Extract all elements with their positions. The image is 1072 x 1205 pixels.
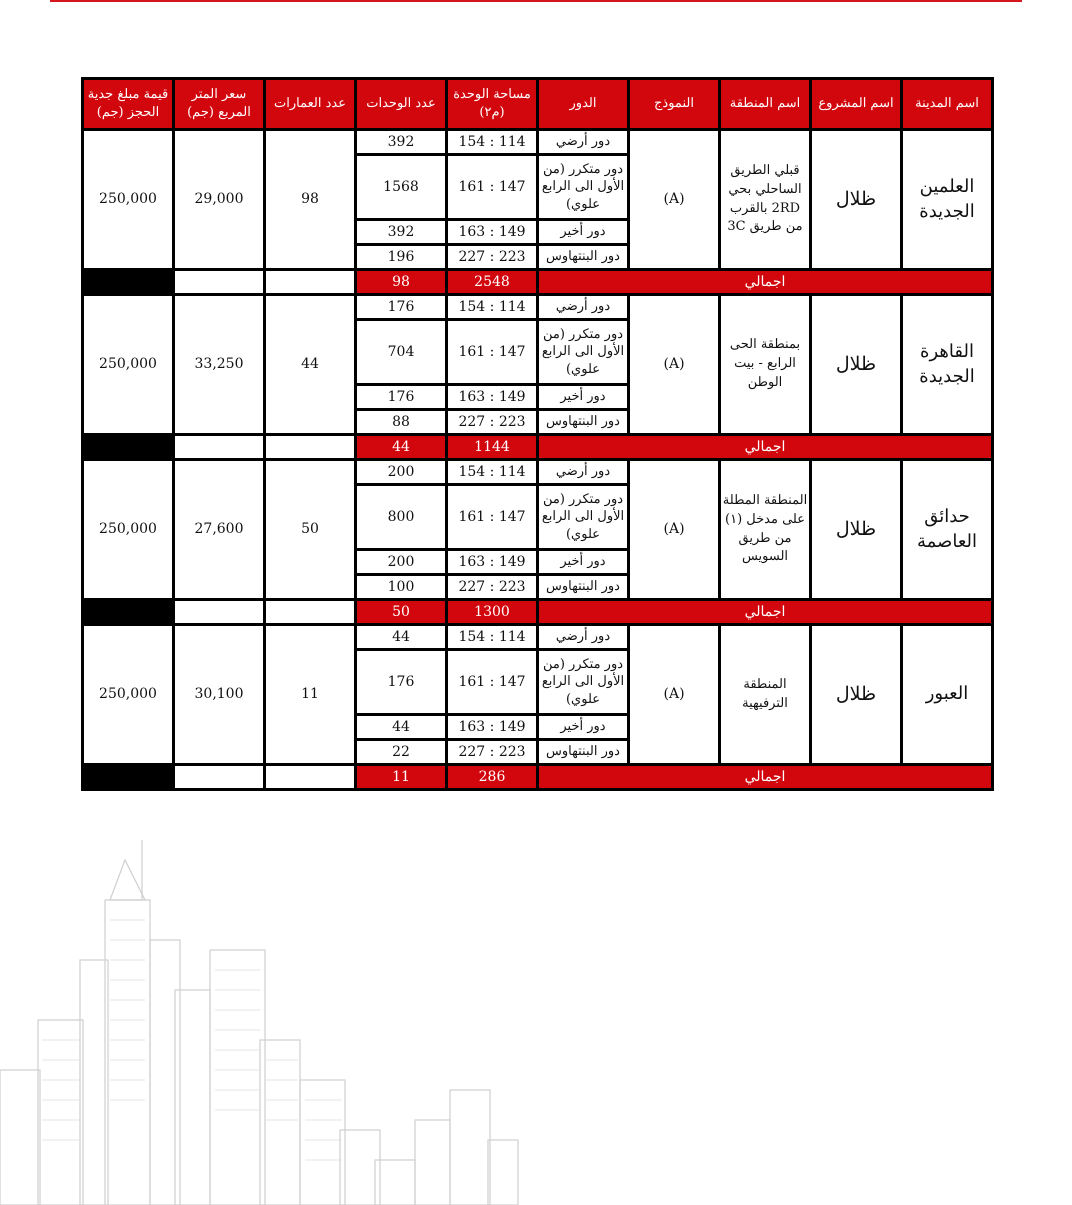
model: (A) — [630, 461, 718, 598]
total-label: اجمالي — [539, 601, 991, 623]
buildings-count: 11 — [266, 626, 354, 763]
unit-area: 223 : 227 — [448, 246, 536, 268]
total-buildings: 98 — [357, 271, 445, 293]
booking-amount: 250,000 — [84, 131, 172, 268]
total-blank-cell — [266, 436, 354, 458]
buildings-count: 50 — [266, 461, 354, 598]
floor: دور متكرر (من الأول الى الرابع علوي) — [539, 486, 627, 548]
floor: دور أرضي — [539, 296, 627, 318]
city-skyline-sketch-icon — [0, 840, 520, 1205]
unit-area: 114 : 154 — [448, 296, 536, 318]
total-blank-cell — [266, 766, 354, 788]
total-buildings: 11 — [357, 766, 445, 788]
units-count: 100 — [357, 576, 445, 598]
units-count: 44 — [357, 626, 445, 648]
total-blank-cell — [175, 271, 263, 293]
area-name: بمنطقة الحى الرابع - بيت الوطن — [721, 296, 809, 433]
unit-area: 147 : 161 — [448, 156, 536, 218]
area-name: قبلي الطريق الساحلي بحي 2RD بالقرب من طريق 3C — [721, 131, 809, 268]
total-row — [84, 601, 991, 623]
floor: دور أرضي — [539, 461, 627, 483]
unit-area: 149 : 163 — [448, 386, 536, 408]
units-count: 704 — [357, 321, 445, 383]
units-count: 800 — [357, 486, 445, 548]
price-per-meter: 33,250 — [175, 296, 263, 433]
city-name: حدائق العاصمة — [903, 461, 991, 598]
project-name: ظلال — [812, 131, 900, 268]
total-units: 286 — [448, 766, 536, 788]
floor: دور أخير — [539, 551, 627, 573]
buildings-count: 98 — [266, 131, 354, 268]
units-count: 22 — [357, 741, 445, 763]
units-count: 392 — [357, 221, 445, 243]
units-count: 200 — [357, 551, 445, 573]
units-count: 176 — [357, 651, 445, 713]
units-count: 176 — [357, 386, 445, 408]
unit-area: 147 : 161 — [448, 651, 536, 713]
floor: دور أخير — [539, 716, 627, 738]
city-group — [84, 296, 991, 458]
project-name: ظلال — [812, 461, 900, 598]
total-buildings: 50 — [357, 601, 445, 623]
city-group — [84, 461, 991, 623]
units-count: 176 — [357, 296, 445, 318]
floor: دور أخير — [539, 221, 627, 243]
unit-area: 149 : 163 — [448, 551, 536, 573]
header-model: النموذج — [630, 80, 718, 128]
city-name: القاهرة الجديدة — [903, 296, 991, 433]
area-name: المنطقة المطلة على مدخل (١) من طريق السويس — [721, 461, 809, 598]
floor: دور البنتهاوس — [539, 576, 627, 598]
total-label: اجمالي — [539, 436, 991, 458]
unit-area: 223 : 227 — [448, 411, 536, 433]
floor: دور أرضي — [539, 626, 627, 648]
total-blank-cell — [266, 601, 354, 623]
header-unit-area: مساحة الوحدة (م٢) — [448, 80, 536, 128]
total-blank-cell — [175, 601, 263, 623]
table-row — [84, 296, 991, 318]
city-name: العبور — [903, 626, 991, 763]
total-label: اجمالي — [539, 271, 991, 293]
floor: دور البنتهاوس — [539, 411, 627, 433]
unit-area: 147 : 161 — [448, 321, 536, 383]
total-row — [84, 766, 991, 788]
booking-amount: 250,000 — [84, 296, 172, 433]
floor: دور متكرر (من الأول الى الرابع علوي) — [539, 321, 627, 383]
model: (A) — [630, 131, 718, 268]
units-count: 44 — [357, 716, 445, 738]
model: (A) — [630, 626, 718, 763]
total-units: 1144 — [448, 436, 536, 458]
units-count: 200 — [357, 461, 445, 483]
units-count: 88 — [357, 411, 445, 433]
buildings-count: 44 — [266, 296, 354, 433]
total-units: 2548 — [448, 271, 536, 293]
booking-amount: 250,000 — [84, 461, 172, 598]
units-count: 196 — [357, 246, 445, 268]
table-header-row — [84, 80, 991, 128]
model: (A) — [630, 296, 718, 433]
units-count: 392 — [357, 131, 445, 153]
city-name: العلمين الجديدة — [903, 131, 991, 268]
total-row — [84, 436, 991, 458]
total-units: 1300 — [448, 601, 536, 623]
unit-area: 223 : 227 — [448, 741, 536, 763]
floor: دور متكرر (من الأول الى الرابع علوي) — [539, 156, 627, 218]
units-table — [81, 77, 994, 791]
unit-area: 223 : 227 — [448, 576, 536, 598]
header-price-per-meter: سعر المتر المربع (جم) — [175, 80, 263, 128]
total-buildings: 44 — [357, 436, 445, 458]
table-row — [84, 131, 991, 153]
header-buildings: عدد العمارات — [266, 80, 354, 128]
project-name: ظلال — [812, 296, 900, 433]
city-group — [84, 626, 991, 788]
unit-area: 149 : 163 — [448, 716, 536, 738]
header-area: اسم المنطقة — [721, 80, 809, 128]
unit-area: 149 : 163 — [448, 221, 536, 243]
header-booking: قيمة مبلغ جدية الحجز (جم) — [84, 80, 172, 128]
project-name: ظلال — [812, 626, 900, 763]
unit-area: 114 : 154 — [448, 131, 536, 153]
floor: دور البنتهاوس — [539, 741, 627, 763]
area-name: المنطقة الترفيهية — [721, 626, 809, 763]
units-count: 1568 — [357, 156, 445, 218]
total-label: اجمالي — [539, 766, 991, 788]
unit-area: 114 : 154 — [448, 626, 536, 648]
city-group — [84, 131, 991, 293]
header-floor: الدور — [539, 80, 627, 128]
floor: دور متكرر (من الأول الى الرابع علوي) — [539, 651, 627, 713]
top-red-rule — [50, 0, 1022, 2]
total-blank-cell — [175, 766, 263, 788]
floor: دور أرضي — [539, 131, 627, 153]
header-units: عدد الوحدات — [357, 80, 445, 128]
price-per-meter: 29,000 — [175, 131, 263, 268]
header-city: اسم المدينة — [903, 80, 991, 128]
unit-area: 114 : 154 — [448, 461, 536, 483]
price-per-meter: 30,100 — [175, 626, 263, 763]
price-per-meter: 27,600 — [175, 461, 263, 598]
table-row — [84, 461, 991, 483]
table-row — [84, 626, 991, 648]
unit-area: 147 : 161 — [448, 486, 536, 548]
total-blank-cell — [266, 271, 354, 293]
booking-amount: 250,000 — [84, 626, 172, 763]
floor: دور أخير — [539, 386, 627, 408]
header-project: اسم المشروع — [812, 80, 900, 128]
floor: دور البنتهاوس — [539, 246, 627, 268]
total-blank-cell — [175, 436, 263, 458]
total-row — [84, 271, 991, 293]
